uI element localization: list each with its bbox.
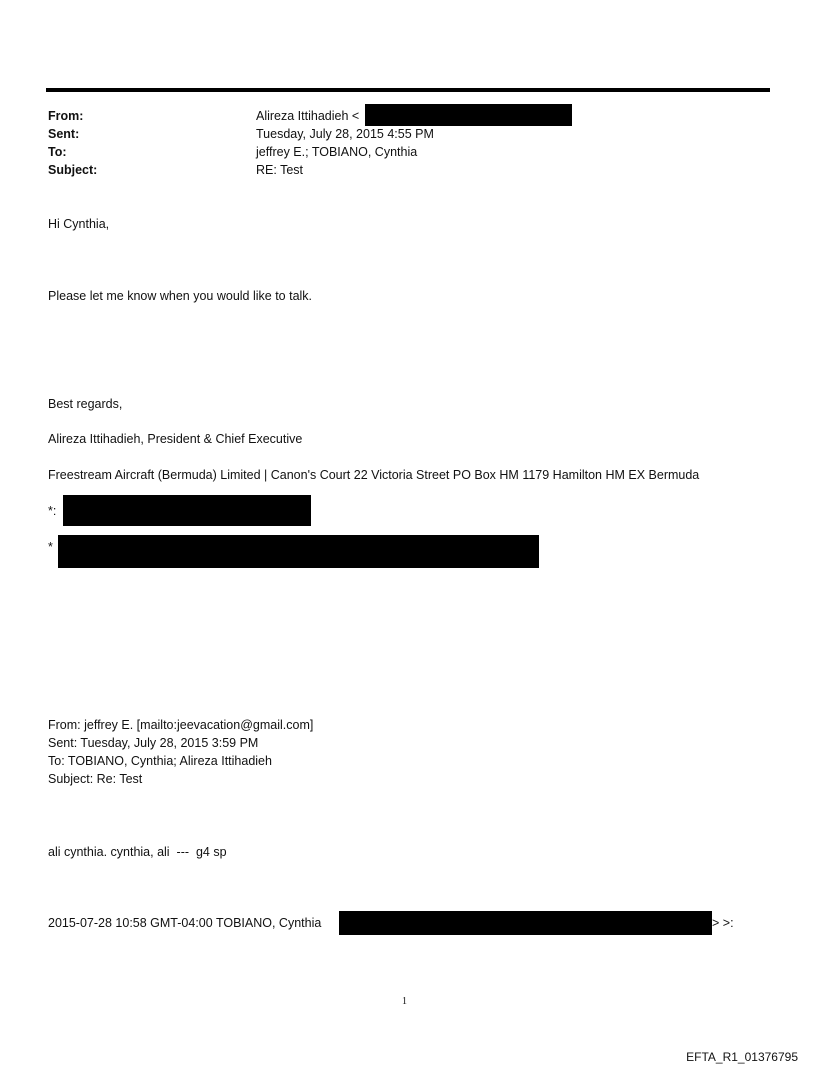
- body-line: Please let me know when you would like to talk.: [48, 289, 313, 303]
- sent-value: Tuesday, July 28, 2015 4:55 PM: [256, 127, 434, 141]
- subject-label: Subject:: [48, 163, 98, 177]
- quoted-to: To: TOBIANO, Cynthia; Alireza Ittihadieh: [48, 754, 272, 768]
- redaction-contact-2: [58, 535, 539, 568]
- quoted-sent: Sent: Tuesday, July 28, 2015 3:59 PM: [48, 736, 259, 750]
- attribution-line: 2015-07-28 10:58 GMT-04:00 TOBIANO, Cynthia: [48, 916, 322, 930]
- contact-prefix-2: *: [48, 540, 53, 554]
- sent-label: Sent:: [48, 127, 80, 141]
- page-number: 1: [402, 996, 407, 1007]
- closing: Best regards,: [48, 397, 123, 411]
- quoted-subject: Subject: Re: Test: [48, 772, 143, 786]
- signature-company: Freestream Aircraft (Bermuda) Limited | Canon's Court 22 Victoria Street PO Box HM 1179 Hamilton HM EX Bermuda: [48, 468, 700, 482]
- greeting: Hi Cynthia,: [48, 217, 110, 231]
- to-label: To:: [48, 145, 67, 159]
- redaction-attribution-email: [339, 911, 712, 935]
- header-rule: [46, 88, 770, 92]
- from-label: From:: [48, 109, 84, 123]
- signature-name: Alireza Ittihadieh, President & Chief Executive: [48, 432, 303, 446]
- subject-value: RE: Test: [256, 163, 304, 177]
- quoted-from: From: jeffrey E. [mailto:jeevacation@gmail.com]: [48, 718, 314, 732]
- to-value: jeffrey E.; TOBIANO, Cynthia: [256, 145, 418, 159]
- from-value: Alireza Ittihadieh <: [256, 109, 360, 123]
- redaction-from-email: [365, 104, 572, 126]
- quoted-message: ali cynthia. cynthia, ali --- g4 sp: [48, 845, 227, 859]
- contact-prefix-1: *:: [48, 504, 57, 518]
- redaction-contact-1: [63, 495, 311, 526]
- document-id: EFTA_R1_01376795: [686, 1050, 798, 1064]
- attribution-suffix: > >:: [712, 916, 734, 930]
